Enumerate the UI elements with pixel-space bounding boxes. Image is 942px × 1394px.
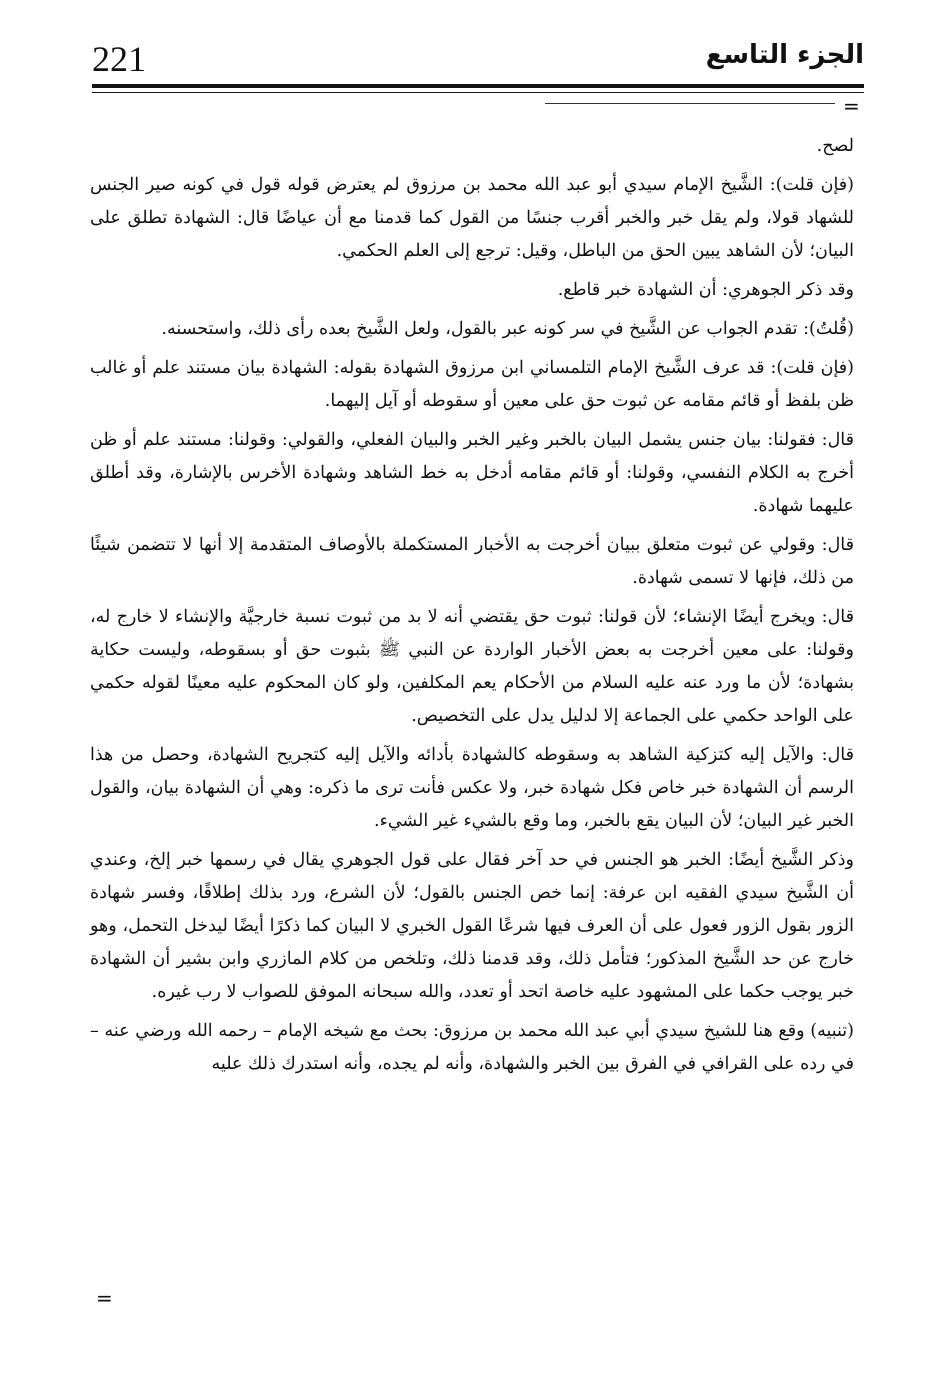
- page-body: [90, 130, 854, 1087]
- paragraph: وذكر الشَّيخ أيضًا: الخبر هو الجنس في حد آخر فقال على قول الجوهري يقال في رسمها خبر إلخ، وعندي أن الشَّيخ سيدي الفقيه ابن عرفة: إنما خص الجنس بالقول؛ لأن الشرع، ورد بذلك إطلاقًا، وفسر شهادة الزور بقول الزور فعول على أن العرف فيها شرعًا القول الخبري لا البيان كما ذكرًا أيضًا ليدخل التحمل، وهو خارج عن حد الشَّيخ المذكور؛ فتأمل ذلك، وقد قدمنا ذلك، وتلخص من كلام المازري وابن بشير أن الشهادة خبر يوجب حكما على المشهود عليه خاصة اتحد أو تعدد، والله سبحانه الموفق للصواب لا رب غيره.: [90, 850, 854, 1002]
- paragraph: لصح.: [816, 136, 854, 156]
- paragraph: وقد ذكر الجوهري: أن الشهادة خبر قاطع.: [557, 280, 854, 300]
- page-number: 221: [92, 39, 146, 79]
- running-title: الجزء التاسع: [705, 40, 864, 70]
- paragraph: (تنبيه) وقع هنا للشيخ سيدي أبي عبد الله محمد بن مرزوق: بحث مع شيخه الإمام – رحمه الله ورضي عنه – في رده على القرافي في الفرق بين الخبر والشهادة، وأنه لم يجده، وأنه استدرك ذلك عليه: [90, 1021, 854, 1074]
- page-header: [92, 28, 864, 80]
- paragraph: قال: والآيل إليه كتزكية الشاهد به وسقوطه كالشهادة بأدائه والآيل إليه كتجريح الشهادة، وحصل من هذا الرسم أن الشهادة خبر خاص فكل شهادة خبر، ولا عكس فأنت ترى ما ذكره: وهي أن الشهادة بيان، والقول الخبر غير البيان؛ لأن البيان يقع بالخبر، وما وقع بالشيء غير الشيء.: [90, 745, 854, 831]
- header-rule-thick: [92, 84, 864, 88]
- paragraph: (فإن قلت): الشَّيخ الإمام سيدي أبو عبد الله محمد بن مرزوق لم يعترض قوله قول في كونه صير الجنس للشهاد قولا، ولم يقل خبر والخبر أقرب جنسًا من القول كما قدمنا مع أن عياضًا قال: الشهادة تطلق على البيان؛ لأن الشاهد يبين الحق من الباطل، وقيل: ترجع إلى العلم الحكمي.: [90, 175, 854, 261]
- top-mark: =: [843, 94, 860, 118]
- paragraph: (قُلتُ): تقدم الجواب عن الشَّيخ في سر كونه عبر بالقول، ولعل الشَّيخ بعده رأى ذلك، واستحسنه.: [161, 319, 854, 339]
- paragraph: قال: ويخرج أيضًا الإنشاء؛ لأن قولنا: ثبوت حق يقتضي أنه لا بد من ثبوت نسبة خارجيَّة والإنشاء لا خارج له، وقولنا: على معين أخرجت به بعض الأخبار الواردة عن النبي ﷺ بثبوت حق أو بسقوطه، وليست حكاية بشهادة؛ لأن ما ورد عنه عليه السلام من الأحكام يعم المكلفين، ولو كان المحكوم عليه معينًا لقوله حكمي على الواحد حكمي على الجماعة إلا لدليل يدل على التخصيص.: [90, 607, 854, 726]
- paragraph: قال: فقولنا: بيان جنس يشمل البيان بالخبر وغير الخبر والبيان الفعلي، والقولي: وقولنا: مستند علم أو ظن أخرج به الكلام النفسي، وقولنا: أو قائم مقامه أدخل به خط الشاهد وشهادة الأخرس بالإشارة، وقد أطلق عليهما شهادة.: [90, 430, 854, 516]
- paragraph: قال: وقولي عن ثبوت متعلق ببيان أخرجت به الأخبار المستكملة بالأوصاف المتقدمة إلا أنها لا تتضمن شيئًا من ذلك، فإنها لا تسمى شهادة.: [90, 535, 854, 588]
- bottom-mark: =: [96, 1286, 113, 1310]
- header-rule-short: [545, 103, 835, 104]
- header-rule-thin: [92, 92, 864, 93]
- paragraph: (فإن قلت): قد عرف الشَّيخ الإمام التلمساني ابن مرزوق الشهادة بقوله: الشهادة بيان مستند علم أو غالب ظن بلفظ أو قائم مقامه عن ثبوت حق على معين أو سقوطه أو آيل إليهما.: [90, 358, 854, 411]
